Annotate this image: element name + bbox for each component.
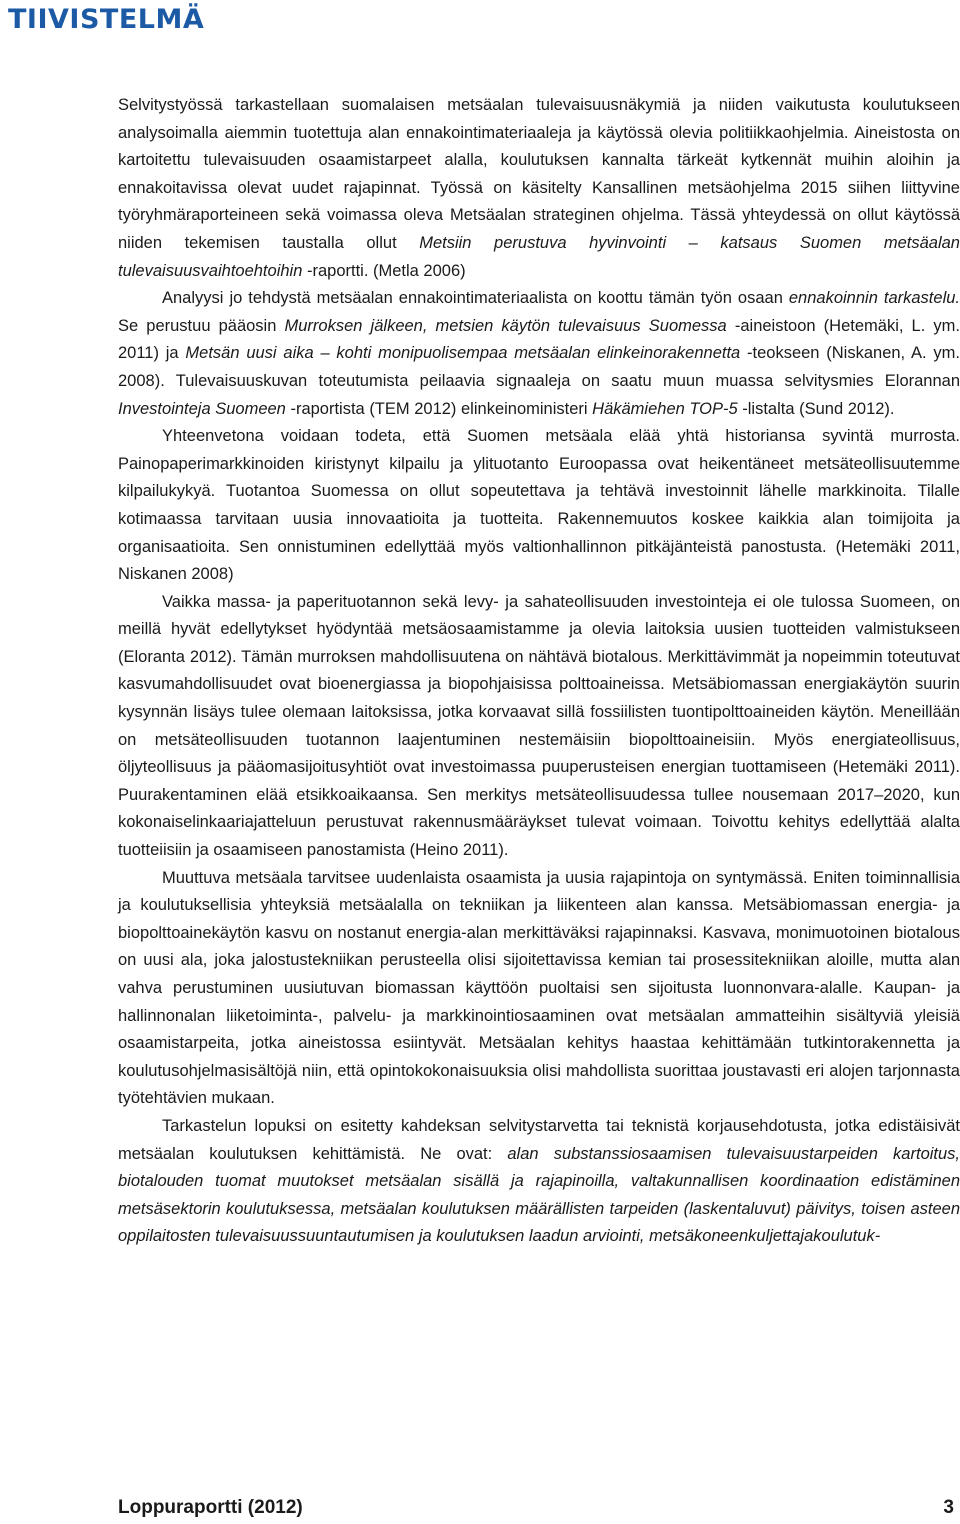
paragraph-6 xyxy=(118,1113,960,1251)
paragraph-1 xyxy=(118,92,960,285)
paragraph-text: Selvitystyössä tarkastellaan suomalaisen metsäalan tulevaisuusnäkymiä ja niiden vaikutusta koulutukseen analysoimalla aiemmin tuotettuja alan ennakointimateriaaleja ja käytössä olevia politiikkaohjelmia. Aineistosta on kartoitettu tulevaisuuden osaamistarpeet alalla, koulutuksen kannalta tärkeät kytkennät muihin aloihin ja ennakoitavissa olevat uudet rajapinnat. Työssä on käsitelty Kansallinen metsäohjelma 2015 siihen liittyvine työryhmäraporteineen sekä voimassa oleva Metsäalan strateginen ohjelma. Tässä yhteydessä on ollut käytössä niiden tekemisen taustalla ollut xyxy=(118,96,960,252)
paragraph-text: Tarkastelun lopuksi on esitetty kahdeksan selvitystarvetta tai teknistä korjausehdotusta, jotka edistäisivät metsäalan koulutuksen kehittämistä. Ne ovat: xyxy=(118,1116,960,1163)
paragraph-text: -raportista (TEM 2012) elinkeinoministeri xyxy=(285,399,593,418)
paragraph-4: Vaikka massa- ja paperituotannon sekä levy- ja sahateollisuuden investointeja ei ole tulossa Suomeen, on meillä hyvät edellytykset hyödyntää metsäosaamistamme ja olevia laitoksia uusien tuotteiden valmistukseen (Eloranta 2012). Tämän murroksen mahdollisuutena on nähtävä biotalous. Merkittävimmät ja nopeimmin toteutuvat kasvumahdollisuudet ovat bioenergiassa ja biopohjaisissa polttoaineissa. Metsäbiomassan energiakäytön suurin kysynnän lisäys tulee olemaan laitoksissa, jotka korvaavat sillä fossiilisten tuontipolttoaineiden käytön. Meneillään on metsäteollisuuden tuotannon laajentuminen nestemäisiin biopolttoaineisiin. Myös energiateollisuus, öljyteollisuus ja pääomasijoitusyhtiöt ovat investoimassa puuperusteisen energian tuottamiseen (Hetemäki 2011). Puurakentaminen elää etsikkoaikaansa. Sen merkitys metsäteollisuudessa tullee nousemaan 2017–2020, kun kokonaiselinkaariajatteluun perustuvat rakennusmääräykset tulevat voimaan. Toivottu kehitys edellyttää alalta tuotteiisiin ja osaamiseen panostamista (Heino 2011). xyxy=(118,592,960,860)
page-number: 3 xyxy=(943,1497,954,1518)
summary-body xyxy=(118,92,960,1251)
paragraph-3: Yhteenvetona voidaan todeta, että Suomen metsäala elää yhtä historiansa syvintä murrosta. Painopaperimarkkinoiden kiristynyt kilpailu ja ylituotanto Euroopassa ovat heikentäneet metsäteollisuutemme kilpailukykyä. Tuotantoa Suomessa on ollut sopeutettava ja tehtävä investoinnit lähelle markkinoita. Tilalle kotimaassa tarvitaan uusia innovaatioita ja tuotteita. Rakennemuutos koskee kaikkia alan toimijoita ja organisaatioita. Sen onnistuminen edellyttää myös valtionhallinnon pitkäjänteistä panostusta. (Hetemäki 2011, Niskanen 2008) xyxy=(118,427,960,584)
paragraph-text: -listalta (Sund 2012). xyxy=(737,399,895,418)
report-title: Metsiin perustuva hyvinvointi – katsaus Suomen metsäalan tulevaisuusvaihtoehtoihin xyxy=(118,233,960,280)
paragraph-text: -raportti. (Metla 2006) xyxy=(302,261,466,280)
paragraph-text: Se perustuu pääosin xyxy=(118,316,285,335)
paragraph-text: -aineistoon (Hetemäki, L. ym. 2011) ja xyxy=(118,316,960,363)
paragraph-5: Muuttuva metsäala tarvitsee uudenlaista osaamista ja uusia rajapintoja on syntymässä. Eniten toiminnallisia ja koulutuksellisia yhteyksiä metsäalalla on tekniikan ja liikenteen alan kanssa. Metsäbiomassan energia- ja biopolttoainekäytön kasvu on nostanut energia-alan merkittäväksi rajapinnaksi. Kasvava, monimuotoinen biotalous on uusi ala, joka jalostustekniikan perusteella olisi sijoitettavissa kemian tai prosessitekniikan aloille, mutta alan vahva perustuminen uusiutuvan biomassan käyttöön puoltaisi sen sijoitusta luonnonvara-alalle. Kaupan- ja hallinnonalan liiketoiminta-, palvelu- ja markkinointiosaaminen ovat metsäalan ammatteihin sisältyviä yleisiä osaamistarpeita, jotka aineistossa esiintyvät. Metsäalan kehitys haastaa kehittämään tutkintorakennetta ja koulutusohjelmasisältöjä niin, että opintokokonaisuuksia olisi mahdollista suorittaa joustavasti eri alojen tarjonnasta työtehtävien mukaan. xyxy=(118,868,960,1108)
needs-list: alan substanssiosaamisen tulevaisuustarpeiden kartoitus, biotalouden tuomat muutokset metsäalan sisällä ja rajapinoilla, valtakunnallisen koordinaation edistäminen metsäsektorin koulutuksessa, metsäalan koulutuksen määrällisten tarpeiden (laskentaluvut) päivitys, toisen asteen oppilaitosten tulevaisuussuuntautumisen ja koulutuksen laadun arviointi, metsäkoneenkuljettajakoulutuk- xyxy=(118,1144,960,1246)
footer-report-title: Loppuraportti (2012) xyxy=(118,1497,303,1518)
source-title: Investointeja Suomeen xyxy=(118,399,286,418)
source-title: Häkämiehen TOP-5 xyxy=(592,399,738,418)
page-title: TIIVISTELMÄ xyxy=(8,4,205,35)
paragraph-2 xyxy=(118,285,960,423)
section-reference: ennakoinnin tarkastelu. xyxy=(788,289,960,308)
paragraph-text: Analyysi jo tehdystä metsäalan ennakointimateriaalista on koottu tämän työn osaan xyxy=(162,289,789,308)
paragraph-text: -teokseen (Niskanen, A. ym. 2008). Tulevaisuuskuvan toteutumista peilaavia signaaleja on saatu muun muassa selvitysmies Elorannan xyxy=(118,344,960,390)
source-title: Murroksen jälkeen, metsien käytön tulevaisuus Suomessa xyxy=(284,316,727,335)
source-title: Metsän uusi aika – kohti monipuolisempaa metsäalan elinkeinorakennetta xyxy=(185,344,741,363)
